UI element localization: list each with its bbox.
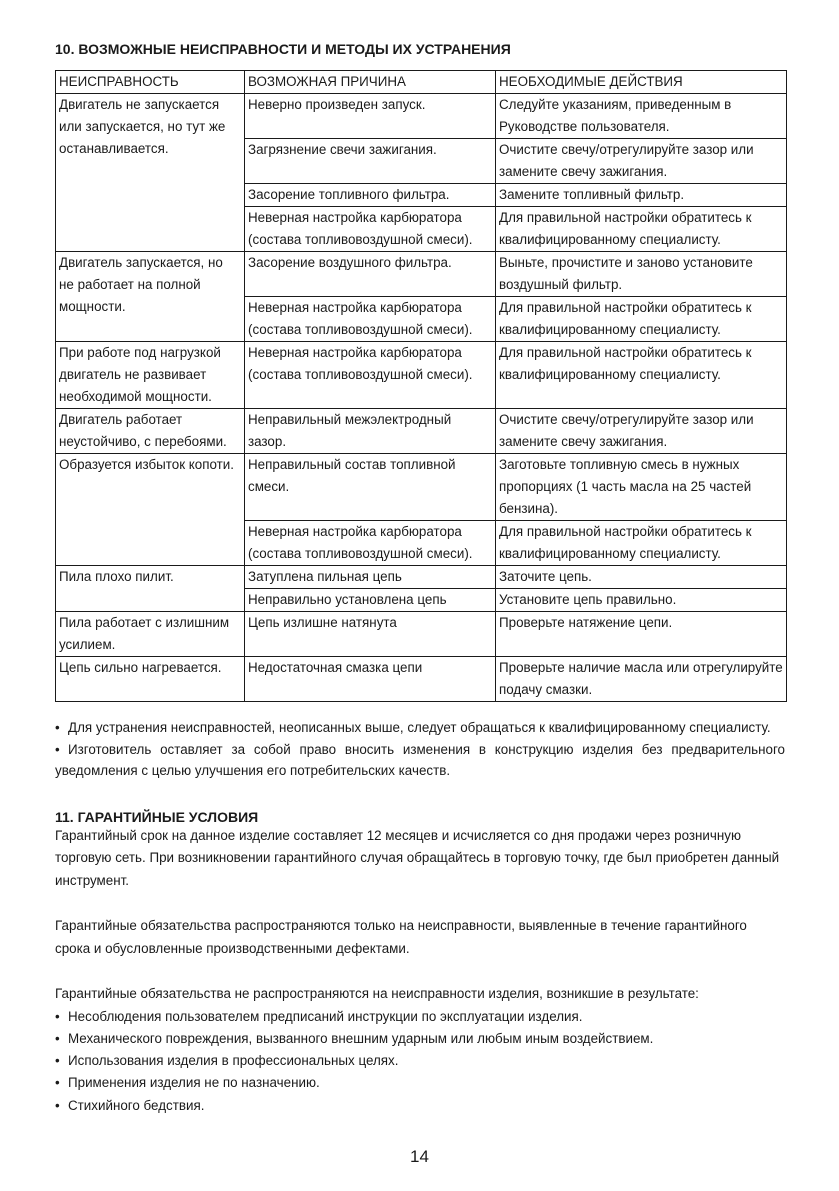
warranty-exclusions-list <box>55 1006 785 1117</box>
bullet-icon: • <box>55 1075 60 1091</box>
table-header-row <box>56 71 787 94</box>
table-row <box>56 342 787 409</box>
cause-cell: Неправильный межэлектродный зазор. <box>245 409 496 454</box>
warranty-paragraph: Гарантийный срок на данное изделие составляет 12 месяцев и исчисляется со дня продажи через розничную торговую сеть. При возникновении гарантийного случая обращайтесь в торговую точку, где был приобретен данный инструмент. <box>55 827 780 888</box>
action-cell: Заготовьте топливную смесь в нужных пропорциях (1 часть масла на 25 частей бензина). <box>496 454 787 521</box>
note-text: Изготовитель оставляет за собой право вносить изменения в конструкцию изделия без предварительного уведомления с целью улучшения его потребительских качеств. <box>55 741 785 778</box>
fault-cell: При работе под нагрузкой двигатель не развивает необходимой мощности. <box>56 342 245 409</box>
cause-cell: Неверная настройка карбюратора (состава топливовоздушной смеси). <box>245 207 496 252</box>
section-10-title: 10. ВОЗМОЖНЫЕ НЕИСПРАВНОСТИ И МЕТОДЫ ИХ УСТРАНЕНИЯ <box>55 41 511 57</box>
fault-cell: Пила работает с излишним усилием. <box>56 612 245 657</box>
bullet-icon: • <box>55 741 60 757</box>
bullet-icon: • <box>55 1008 60 1024</box>
note-item <box>55 739 785 782</box>
list-item <box>55 1072 785 1094</box>
cause-cell: Цепь излишне натянута <box>245 612 496 657</box>
list-item <box>55 1095 785 1117</box>
action-cell: Проверьте натяжение цепи. <box>496 612 787 657</box>
action-cell: Выньте, прочистите и заново установите воздушный фильтр. <box>496 252 787 297</box>
fault-cell: Пила плохо пилит. <box>56 566 245 612</box>
troubleshooting-table <box>55 70 787 702</box>
header-fault: НЕИСПРАВНОСТЬ <box>56 71 245 94</box>
cause-cell: Неправильно установлена цепь <box>245 589 496 612</box>
exclusion-text: Использования изделия в профессиональных целях. <box>68 1053 399 1069</box>
bullet-icon: • <box>55 720 60 735</box>
cause-cell: Загрязнение свечи зажигания. <box>245 139 496 184</box>
table-row <box>56 612 787 657</box>
cause-cell: Неверная настройка карбюратора (состава топливовоздушной смеси). <box>245 297 496 342</box>
exclusion-text: Стихийного бедствия. <box>68 1097 205 1113</box>
section-11-title: 11. ГАРАНТИЙНЫЕ УСЛОВИЯ <box>55 808 259 825</box>
action-cell: Очистите свечу/отрегулируйте зазор или замените свечу зажигания. <box>496 409 787 454</box>
action-cell: Для правильной настройки обратитесь к квалифицированному специалисту. <box>496 342 787 409</box>
note-item <box>55 717 785 739</box>
list-item <box>55 1028 785 1050</box>
table-row <box>56 657 787 702</box>
fault-cell: Двигатель не запускается или запускается, но тут же останавливается. <box>56 94 245 252</box>
action-cell: Для правильной настройки обратитесь к квалифицированному специалисту. <box>496 207 787 252</box>
action-cell: Для правильной настройки обратитесь к квалифицированному специалисту. <box>496 521 787 566</box>
header-action: НЕОБХОДИМЫЕ ДЕЙСТВИЯ <box>496 71 787 94</box>
list-item <box>55 1050 785 1072</box>
cause-cell: Затуплена пильная цепь <box>245 566 496 589</box>
exclusion-text: Механического повреждения, вызванного внешним ударным или любым иным воздействием. <box>68 1030 654 1046</box>
fault-cell: Цепь сильно нагревается. <box>56 657 245 702</box>
warranty-paragraph: Гарантийные обязательства не распространяются на неисправности изделия, возникшие в результате: <box>55 986 699 1001</box>
table-row <box>56 94 787 139</box>
page-number: 14 <box>410 1147 429 1166</box>
cause-cell: Неверно произведен запуск. <box>245 94 496 139</box>
action-cell: Замените топливный фильтр. <box>496 184 787 207</box>
bullet-icon: • <box>55 1030 60 1046</box>
table-row <box>56 566 787 589</box>
list-item <box>55 1006 785 1028</box>
fault-cell: Двигатель работает неустойчиво, с перебоями. <box>56 409 245 454</box>
cause-cell: Неправильный состав топливной смеси. <box>245 454 496 521</box>
action-cell: Установите цепь правильно. <box>496 589 787 612</box>
bullet-icon: • <box>55 1097 60 1113</box>
fault-cell: Образуется избыток копоти. <box>56 454 245 566</box>
cause-cell: Неверная настройка карбюратора (состава топливовоздушной смеси). <box>245 342 496 409</box>
cause-cell: Неверная настройка карбюратора (состава топливовоздушной смеси). <box>245 521 496 566</box>
table-notes <box>55 717 785 782</box>
warranty-paragraph: Гарантийные обязательства распространяются только на неисправности, выявленные в течение гарантийного срока и обусловленные производственными дефектами. <box>55 918 747 956</box>
action-cell: Для правильной настройки обратитесь к квалифицированному специалисту. <box>496 297 787 342</box>
cause-cell: Засорение топливного фильтра. <box>245 184 496 207</box>
bullet-icon: • <box>55 1053 60 1069</box>
fault-cell: Двигатель запускается, но не работает на полной мощности. <box>56 252 245 342</box>
exclusion-text: Несоблюдения пользователем предписаний инструкции по эксплуатации изделия. <box>68 1008 583 1024</box>
document-page <box>55 38 785 1117</box>
header-cause: ВОЗМОЖНАЯ ПРИЧИНА <box>245 71 496 94</box>
exclusion-text: Применения изделия не по назначению. <box>68 1075 320 1091</box>
action-cell: Заточите цепь. <box>496 566 787 589</box>
cause-cell: Недостаточная смазка цепи <box>245 657 496 702</box>
action-cell: Проверьте наличие масла или отрегулируйте подачу смазки. <box>496 657 787 702</box>
table-row <box>56 409 787 454</box>
table-row <box>56 252 787 297</box>
cause-cell: Засорение воздушного фильтра. <box>245 252 496 297</box>
action-cell: Следуйте указаниям, приведенным в Руководстве пользователя. <box>496 94 787 139</box>
table-row <box>56 454 787 521</box>
action-cell: Очистите свечу/отрегулируйте зазор или замените свечу зажигания. <box>496 139 787 184</box>
note-text: Для устранения неисправностей, неописанных выше, следует обращаться к квалифицированному специалисту. <box>68 720 771 735</box>
